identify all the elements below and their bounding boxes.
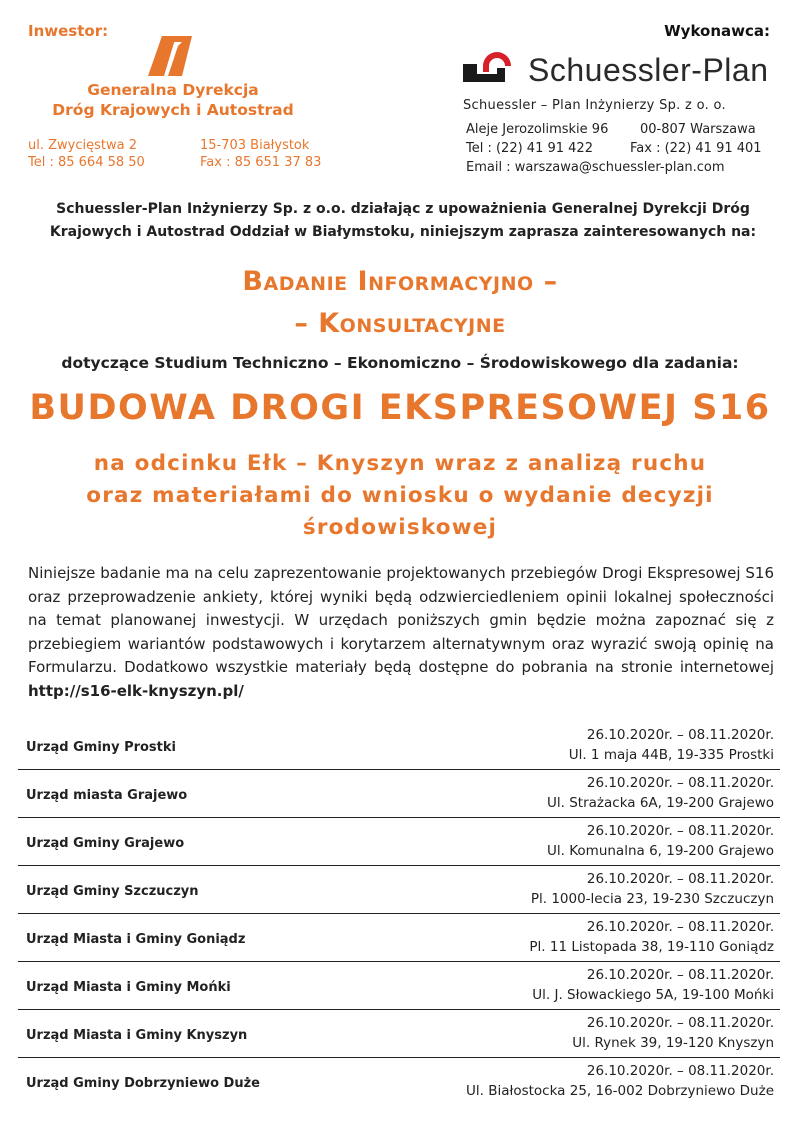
office-address: Ul. J. Słowackiego 5A, 19-100 Mońki bbox=[532, 987, 774, 1003]
table-row bbox=[18, 962, 780, 1010]
investor-tel: Tel : 85 664 58 50 bbox=[28, 155, 145, 170]
offices-table bbox=[18, 722, 780, 1105]
office-address: Ul. Rynek 39, 19-120 Knyszyn bbox=[572, 1035, 774, 1051]
table-row bbox=[18, 722, 780, 770]
office-address: Pl. 11 Listopada 38, 19-110 Goniądz bbox=[529, 939, 774, 955]
office-address: Pl. 1000-lecia 23, 19-230 Szczuczyn bbox=[530, 891, 774, 907]
contractor-tel: Tel : (22) 41 91 422 bbox=[466, 141, 593, 156]
office-dates: 26.10.2020r. – 08.11.2020r. bbox=[586, 919, 774, 935]
investor-name: Generalna Dyrekcja Dróg Krajowych i Autostrad bbox=[52, 81, 294, 119]
office-dates: 26.10.2020r. – 08.11.2020r. bbox=[586, 967, 774, 983]
office-name: Urząd miasta Grajewo bbox=[26, 788, 188, 803]
investor-label: Inwestor: bbox=[28, 22, 109, 40]
contractor-email: Email : warszawa@schuessler-plan.com bbox=[466, 160, 725, 175]
office-name: Urząd Gminy Szczuczyn bbox=[26, 884, 199, 899]
investor-street: ul. Zwycięstwa 2 bbox=[28, 138, 137, 153]
intro-text: Schuessler-Plan Inżynierzy Sp. z o.o. działając z upoważnienia Generalnej Dyrekcji Dróg Krajowych i Autostrad Oddział w Białymstoku, niniejszym zaprasza zainteresowanych na: bbox=[49, 201, 757, 240]
concerning-text: dotyczące Studium Techniczno – Ekonomiczno – Środowiskowego dla zadania: bbox=[61, 354, 739, 372]
table-row bbox=[18, 1058, 780, 1105]
contractor-street: Aleje Jerozolimskie 96 bbox=[466, 122, 609, 137]
title-line-1: Badanie Informacyjno – bbox=[242, 266, 558, 297]
contractor-subtitle: Schuessler – Plan Inżynierzy Sp. z o. o. bbox=[463, 98, 726, 113]
schuessler-plan-logo-icon bbox=[463, 44, 523, 84]
office-dates: 26.10.2020r. – 08.11.2020r. bbox=[586, 871, 774, 887]
office-name: Urząd Gminy Grajewo bbox=[26, 836, 185, 851]
office-name: Urząd Gminy Dobrzyniewo Duże bbox=[26, 1076, 260, 1091]
description: Niniejsze badanie ma na celu zaprezentowanie projektowanych przebiegów Drogi Ekspresowej S16 oraz przeprowadzenie ankiety, której wyniki będą odzwierciedleniem opinii lokalnej społeczności na temat planowanej inwestycji. W urzędach poniższych gmin będzie można zapoznać się z przebiegiem wariantów podstawowych i korytarzem alternatywnym oraz wyrazić swoją opinię na Formularzu. Dodatkowo wszystkie materiały będą dostępne do pobrania na stronie internetowej http://s16-elk-knyszyn.pl/ bbox=[28, 564, 774, 700]
office-name: Urząd Gminy Prostki bbox=[26, 740, 176, 755]
investor-city: 15-703 Białystok bbox=[200, 138, 310, 153]
office-dates: 26.10.2020r. – 08.11.2020r. bbox=[586, 1063, 774, 1079]
table-row bbox=[18, 818, 780, 866]
office-name: Urząd Miasta i Gminy Mońki bbox=[26, 980, 231, 995]
table-row bbox=[18, 914, 780, 962]
contractor-brand: Schuessler-Plan bbox=[528, 52, 769, 88]
website-link[interactable]: http://s16-elk-knyszyn.pl/ bbox=[28, 681, 244, 700]
contractor-city: 00-807 Warszawa bbox=[640, 122, 756, 137]
office-address: Ul. Strażacka 6A, 19-200 Grajewo bbox=[547, 795, 774, 811]
office-dates: 26.10.2020r. – 08.11.2020r. bbox=[586, 727, 774, 743]
contractor-fax: Fax : (22) 41 91 401 bbox=[630, 141, 762, 156]
office-address: Ul. Białostocka 25, 16-002 Dobrzyniewo Duże bbox=[465, 1083, 774, 1099]
office-address: Ul. Komunalna 6, 19-200 Grajewo bbox=[547, 843, 774, 859]
contractor-label: Wykonawca: bbox=[664, 22, 770, 40]
investor-fax: Fax : 85 651 37 83 bbox=[200, 155, 322, 170]
table-row bbox=[18, 770, 780, 818]
title-line-2: – Konsultacyjne bbox=[294, 308, 506, 339]
table-row bbox=[18, 1010, 780, 1058]
table-row bbox=[18, 866, 780, 914]
office-dates: 26.10.2020r. – 08.11.2020r. bbox=[586, 1015, 774, 1031]
office-name: Urząd Miasta i Gminy Knyszyn bbox=[26, 1028, 248, 1043]
office-dates: 26.10.2020r. – 08.11.2020r. bbox=[586, 823, 774, 839]
office-dates: 26.10.2020r. – 08.11.2020r. bbox=[586, 775, 774, 791]
gddkia-road-logo-icon bbox=[142, 32, 194, 78]
office-name: Urząd Miasta i Gminy Goniądz bbox=[26, 932, 246, 947]
office-address: Ul. 1 maja 44B, 19-335 Prostki bbox=[568, 747, 774, 763]
project-subtitle: na odcinku Ełk – Knyszyn wraz z analizą ruchu oraz materiałami do wniosku o wydanie decyzji środowiskowej bbox=[86, 451, 714, 540]
project-title: BUDOWA DROGI EKSPRESOWEJ S16 bbox=[29, 388, 771, 428]
